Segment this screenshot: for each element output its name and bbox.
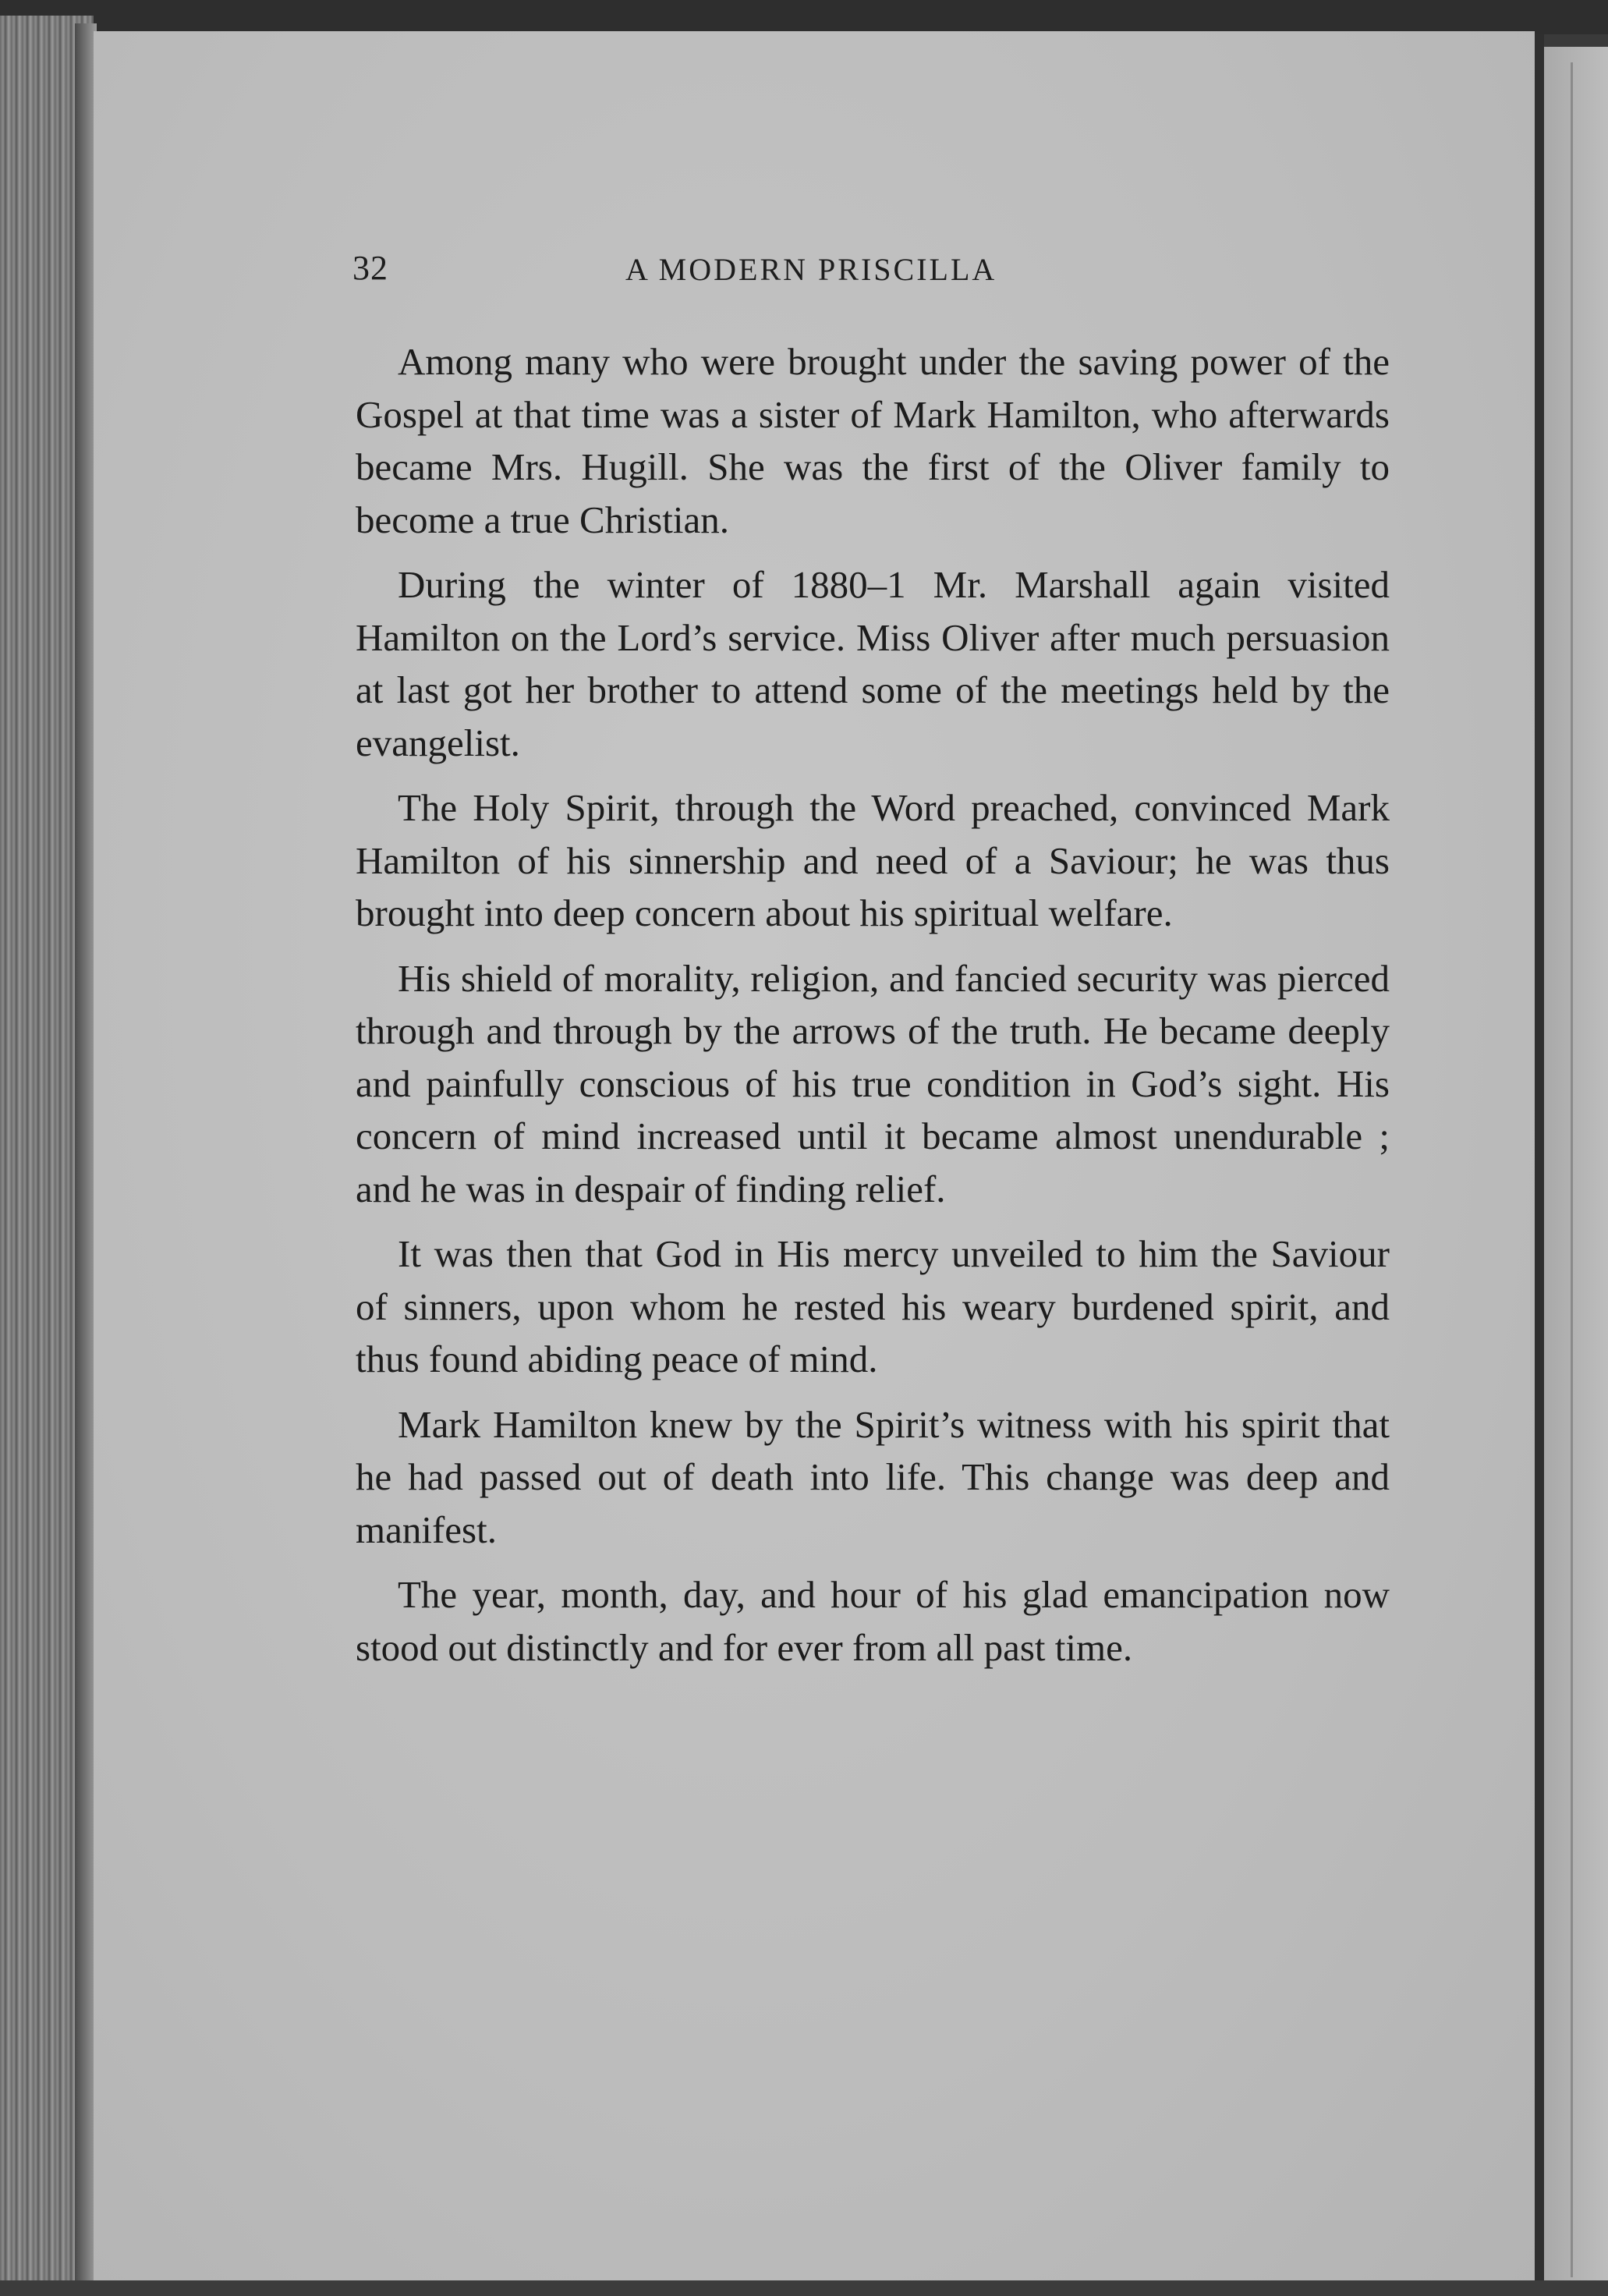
paragraph: It was then that God in His mercy unveiled to him the Saviour of sinners, upon whom he rested his weary burdened spirit, and thus found abiding peace of mind.: [356, 1232, 1390, 1380]
paragraph: During the winter of 1880–1 Mr. Marshall again visited Hamilton on the Lord’s service. Miss Oliver after much persuasion at last got her brother to attend some of the meetings held by the evangelist.: [356, 563, 1390, 764]
scan-frame-top: [0, 0, 1608, 34]
paragraph: Mark Hamilton knew by the Spirit’s witness with his spirit that he had passed out of death into life. This change was deep and manifest.: [356, 1402, 1390, 1551]
running-head: [352, 248, 1390, 303]
page-gutter-edge: [1535, 34, 1544, 2296]
paragraph: Among many who were brought under the saving power of the Gospel at that time was a sister of Mark Hamilton, who afterwards became Mrs. Hugill. She was the first of the Oliver family to become a true Christian.: [356, 340, 1390, 541]
scan-frame-bottom: [0, 2280, 1608, 2296]
page-number: 32: [352, 249, 388, 287]
paragraph: His shield of morality, religion, and fancied security was pierced through and through by the arrows of the truth. He became deeply and painfully conscious of his true condition in God’s sight. His concern of mind increased until it became almost unendurable ; and he was in despair of finding relief.: [356, 956, 1390, 1210]
facing-page-edge: [1544, 47, 1608, 2296]
running-title: A MODERN PRISCILLA: [625, 252, 997, 287]
paragraph: The Holy Spirit, through the Word preached, convinced Mark Hamilton of his sinnership and need of a Saviour; he was thus brought into deep concern about his spiritual welfare.: [356, 786, 1390, 934]
facing-page-line: [1571, 62, 1573, 2277]
paragraph: The year, month, day, and hour of his glad emancipation now stood out distinctly and for ever from all past time.: [356, 1573, 1390, 1669]
body-text: [356, 335, 1390, 1686]
